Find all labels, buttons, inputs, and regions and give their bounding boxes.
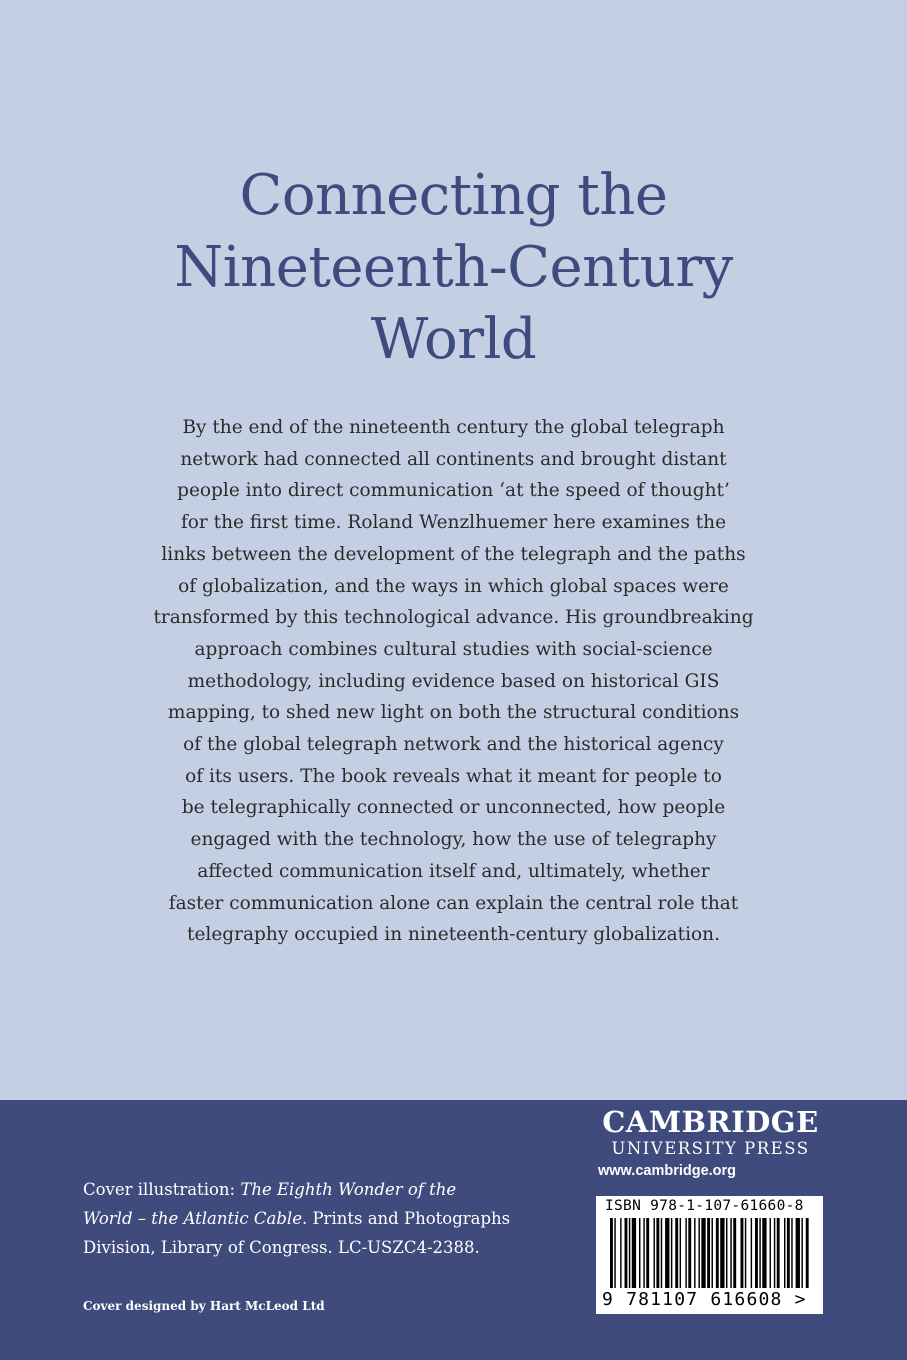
barcode-bar (629, 1218, 630, 1288)
barcode-bar (632, 1218, 636, 1288)
blurb-line: faster communication alone can explain the central role that (168, 892, 739, 914)
barcode-bar (661, 1218, 662, 1288)
title-line-1: Connecting the (239, 163, 668, 228)
barcode-bar (791, 1218, 792, 1288)
isbn-barcode (596, 1196, 823, 1314)
barcode-bar (680, 1218, 681, 1288)
blurb-line: for the first time. Roland Wenzlhuemer here examines the (180, 512, 727, 534)
blurb-line: By the end of the nineteenth century the global telegraph (182, 417, 725, 438)
blurb-line: approach combines cultural studies with social-science (194, 638, 713, 660)
blurb-line: of the global telegraph network and the historical agency (183, 734, 724, 756)
barcode-bar (610, 1218, 613, 1288)
blurb-line: telegraphy occupied in nineteenth-century globalization. (187, 924, 720, 946)
blurb-line: mapping, to shed new light on both the structural conditions (167, 702, 740, 724)
barcode-bar (656, 1218, 659, 1288)
blurb-line: of globalization, and the ways in which global spaces were (178, 575, 729, 597)
barcode-bar (701, 1218, 705, 1288)
blurb-line: affected communication itself and, ultimately, whether (197, 860, 710, 882)
barcode-bar (614, 1218, 615, 1288)
blurb-line: links between the development of the telegraph and the paths (161, 543, 746, 565)
barcode-bar (707, 1218, 710, 1288)
barcode-bar (726, 1218, 727, 1288)
barcode-bar (741, 1218, 744, 1288)
credit-artwork-title-cont: World – the Atlantic Cable (83, 1209, 302, 1228)
isbn-text: ISBN 978-1-107-61660-8 (605, 1198, 804, 1214)
barcode-bar (654, 1218, 655, 1288)
barcode-bar (730, 1218, 731, 1288)
title-line-2: Nineteenth-Century (174, 235, 733, 300)
barcode-bar (688, 1218, 691, 1288)
credit-source: . Prints and Photographs (301, 1209, 511, 1228)
publisher-url: www.cambridge.org (598, 1163, 737, 1179)
barcode-bar (759, 1218, 760, 1288)
barcode-bar (620, 1218, 621, 1288)
barcode-bar (745, 1218, 746, 1288)
barcode-bar (755, 1218, 758, 1288)
barcode-bar (698, 1218, 699, 1288)
cover-designer: Cover designed by Hart McLeod Ltd (83, 1299, 325, 1313)
barcode-bar (784, 1218, 785, 1288)
blurb-line: people into direct communication ‘at the speed of thought’ (177, 480, 730, 502)
barcode-bar (801, 1218, 802, 1288)
blurb-line: of its users. The book reveals what it meant for people to (185, 765, 722, 787)
blurb-line: network had connected all continents and brought distant (180, 448, 727, 470)
barcode-bar (639, 1218, 640, 1288)
barcode-bar (712, 1218, 713, 1288)
barcode-bar (720, 1218, 724, 1288)
barcode-bar (643, 1218, 644, 1288)
barcode-bar (716, 1218, 719, 1288)
barcode-bar (694, 1218, 695, 1288)
barcode-bar (806, 1218, 809, 1288)
credit-artwork-title: The Eighth Wonder of the (240, 1180, 457, 1199)
barcode-bar (751, 1218, 752, 1288)
barcode-bars-icon (602, 1218, 817, 1290)
blurb-line: transformed by this technological advance. His groundbreaking (153, 607, 754, 629)
barcode-bar (671, 1218, 672, 1288)
barcode-bar (787, 1218, 790, 1288)
credit-source-line: Division, Library of Congress. LC-USZC4-2388. (83, 1238, 480, 1257)
cover-illustration-credit (83, 1175, 553, 1262)
barcode-bar (646, 1218, 649, 1288)
barcode-bar (762, 1218, 766, 1288)
barcode-bar (625, 1218, 628, 1288)
publisher-logo (598, 1105, 823, 1179)
publisher-subtitle: UNIVERSITY PRESS (611, 1139, 810, 1158)
barcode-bar (770, 1218, 771, 1288)
book-description (120, 412, 787, 951)
barcode-bar (685, 1218, 686, 1288)
credit-prefix: Cover illustration: (83, 1180, 241, 1199)
blurb-line: methodology, including evidence based on historical GIS (187, 670, 720, 692)
barcode-bar (774, 1218, 775, 1288)
barcode-bar (796, 1218, 800, 1288)
book-title (0, 160, 907, 376)
publisher-name: CAMBRIDGE (602, 1105, 819, 1139)
blurb-line: engaged with the technology, how the use of telegraphy (190, 829, 717, 851)
blurb-line: be telegraphically connected or unconnected, how people (181, 797, 726, 819)
title-line-3: World (370, 307, 537, 372)
barcode-bar (777, 1218, 780, 1288)
barcode-bar (665, 1218, 669, 1288)
barcode-bar (733, 1218, 736, 1288)
barcode-digits: 9 781107 616608 > (602, 1289, 807, 1310)
barcode-bar (675, 1218, 678, 1288)
